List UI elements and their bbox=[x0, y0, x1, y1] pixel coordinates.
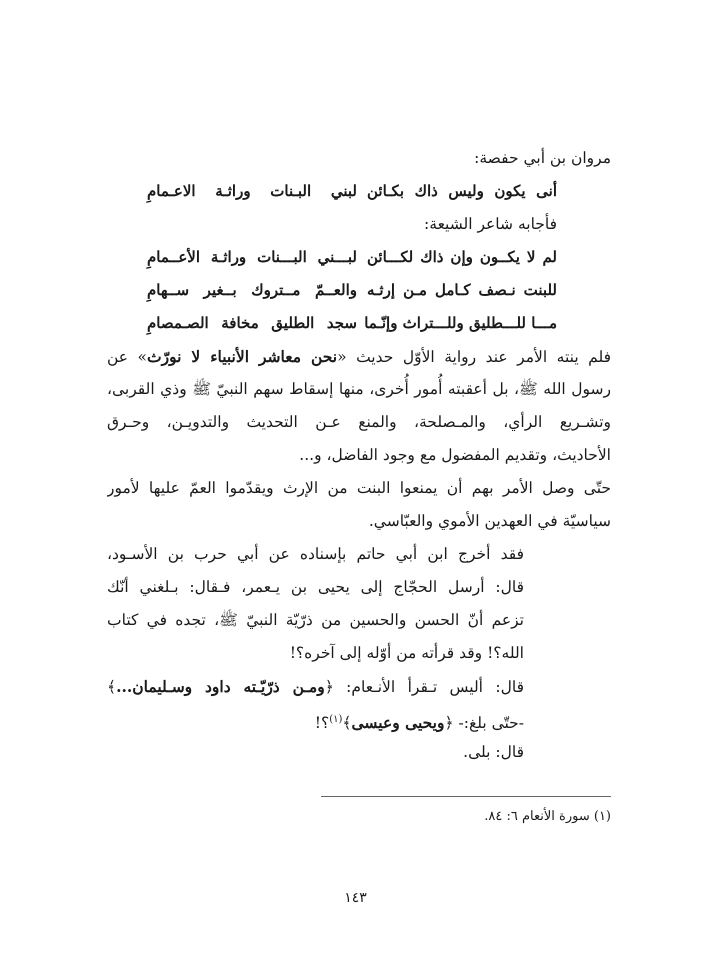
paragraph-line: الأحاديث، وتقديم المفضول مع وجود الفاضل، و... bbox=[299, 446, 611, 464]
verse-hemistich-left: سجد الطليق مخافة الصـمصامِ bbox=[147, 314, 357, 332]
paragraph-line: فلم ينته الأمر عند رواية الأوّل حديث «نحن معاشر الأنبياء لا نورّث» عن bbox=[107, 347, 611, 366]
verse-hemistich-left: والعــمّ مــتروك بــغير ســهامِ bbox=[147, 281, 357, 299]
quote-line: قال: أليس تـقرأ الأنـعام: ﴿ومـن ذرّيّـته داود وسـليمان...﴾ bbox=[107, 677, 524, 696]
footnote-divider bbox=[321, 796, 611, 797]
paragraph-line: سياسيّة في العهدين الأموي والعبّاسي. bbox=[368, 512, 611, 530]
footnote-ref[interactable]: (١) bbox=[329, 714, 343, 725]
quran-verse: ويحيى وعيسى bbox=[351, 713, 445, 733]
reply-line: فأجابه شاعر الشيعة: bbox=[424, 215, 557, 233]
verse-hemistich-right: مـــا للـــطليق وللـــتراث وإنّـما bbox=[364, 314, 557, 332]
verse-hemistich-left: لبـــني البـــنات وراثـة الأعــمامِ bbox=[147, 248, 357, 266]
verse-line bbox=[107, 241, 611, 274]
verse-line bbox=[107, 274, 611, 307]
quote-line: فقد أخرج ابن أبي حاتم بإسناده عن أبي حرب بن الأسـود، bbox=[107, 545, 524, 563]
verse-hemistich-right: لم لا يكــون وإن ذاك لكـــائن bbox=[367, 248, 557, 266]
paragraph-line: رسول الله ﷺ، بل أعقبته أُمور أُخرى، منها إسقاط سهم النبيّ ﷺ وذي القربى، bbox=[107, 380, 611, 398]
quote-line: قال: أرسل الحجّاج إلى يحيى بن يـعمر، فـقال: بـلغني أنّك bbox=[107, 578, 524, 596]
quran-verse: ومـن ذرّيّـته داود وسـليمان... bbox=[116, 677, 325, 696]
footnote: (١) سورة الأنعام ٦: ٨٤. bbox=[484, 809, 611, 824]
intro-line: مروان بن أبي حفصة: bbox=[474, 149, 611, 167]
paragraph-line: وتشـريع الرأي، والمـصلحة، والمنع عـن التحديث والتدويـن، وحـرق bbox=[107, 413, 611, 431]
verse-line bbox=[107, 175, 611, 208]
quote-line: الله؟! وقد قرأته من أوّله إلى آخره؟! bbox=[289, 644, 524, 662]
verse-line bbox=[107, 307, 611, 340]
verse-hemistich-left: لبني البـنات وراثـة الاعـمامِ bbox=[147, 182, 357, 200]
quote-line: تزعم أنّ الحسن والحسين من ذرّيّة النبيّ ﷺ، تجده في كتاب bbox=[107, 611, 524, 629]
quote-line: قال: بلى. bbox=[463, 743, 524, 761]
hadith-quote: نحن معاشر الأنبياء لا نورّث bbox=[147, 347, 338, 366]
page-number: ١٤٣ bbox=[344, 890, 367, 906]
main-text bbox=[107, 142, 611, 769]
verse-hemistich-right: أنى يكون وليس ذاك بكـائن bbox=[367, 182, 557, 200]
quote-line: -حتّى بلغ:- ﴿ويحيى وعيسى﴾$^{(١)}$؟! bbox=[314, 713, 524, 733]
verse-hemistich-right: للبنت نـصف كـامل مـن إرثـه bbox=[367, 281, 557, 299]
paragraph-line: حتّى وصل الأمر بهم أن يمنعوا البنت من الإرث ويقدّموا العمّ عليها لأمور bbox=[107, 479, 611, 497]
